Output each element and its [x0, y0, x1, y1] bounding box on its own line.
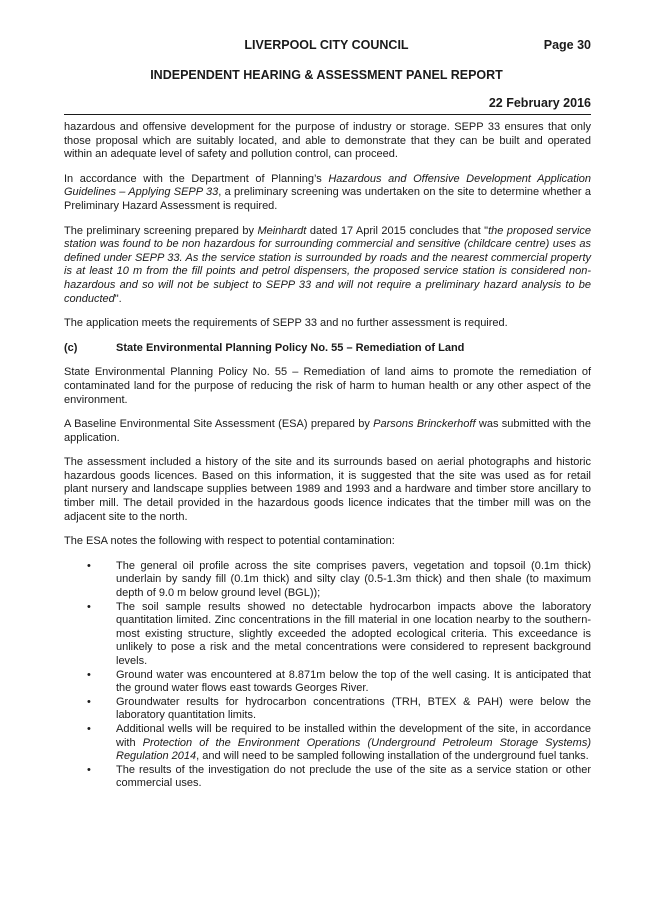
bullet-icon: •	[87, 695, 91, 708]
text-run: Additional wells will be required to be installed within the development of the site, in accordance with	[116, 722, 591, 749]
list-item-text	[116, 723, 591, 764]
text-run: dated 17 April 2015 concludes that "	[306, 224, 489, 237]
regulation-title: Protection of the Environment Operations (Underground Petroleum Storage Systems) Regulation 2014	[116, 736, 591, 763]
bullet-icon: •	[87, 559, 91, 572]
paragraph-site-history: The assessment included a history of the site and its surrounds based on aerial photographs and historic hazardous goods licences. Based on this information, it is suggested that the site was used as for retail plant nursery and landscape supplies between 1989 and 1993 and a hardware and timber store ancillary to timber mill. The detail provided in the hazardous goods licence indicates that the timber mill was on the adjacent site to the north.	[64, 456, 591, 523]
paragraph-sepp33-met: The application meets the requirements of SEPP 33 and no further assessment is required.	[64, 317, 508, 330]
section-heading	[64, 342, 591, 356]
council-name: LIVERPOOL CITY COUNCIL	[244, 38, 409, 52]
text-run: , a preliminary screening was undertaken on the site to determine whether a Preliminary Hazard Assessment is required.	[64, 186, 591, 212]
paragraph-esa-notes: The ESA notes the following with respect to potential contamination:	[64, 535, 395, 548]
text-run: In accordance with the Department of Planning’s	[64, 172, 329, 185]
bullet-icon: •	[87, 600, 91, 613]
bullet-icon: •	[87, 668, 91, 681]
header-divider	[64, 114, 591, 115]
list-item-text: The soil sample results showed no detectable hydrocarbon impacts above the laboratory quantitation limited. Zinc concentrations in the fill material in one location nearby to the southern-most existing structure, slightly exceeded the adopted ecological criteria. This exceedance is unlikely to pose a risk and the metal concentrations were considered to represent background levels.	[116, 600, 591, 667]
text-run: The preliminary screening prepared by	[64, 224, 258, 237]
list-item	[64, 696, 591, 723]
paragraph-sepp55-aim: State Environmental Planning Policy No. 55 – Remediation of land aims to promote the remediation of contaminated land for the purpose of reducing the risk of harm to human health or any other aspect of the environment.	[64, 366, 591, 406]
page-number: Page 30	[543, 38, 591, 52]
list-item-text: The general oil profile across the site comprises pavers, vegetation and topsoil (0.1m thick) underlain by sandy fill (0.1m thick) and silty clay (0.5-1.3m thick) and then shale (to maximum depth of 9.0 m below ground level (BGL));	[116, 559, 591, 600]
paragraph-screening-conclusion	[64, 225, 591, 307]
list-item	[64, 601, 591, 669]
paragraph-sepp33-intro: hazardous and offensive development for the purpose of industry or storage. SEPP 33 ensures that only those proposal which are suitably located, and able to demonstrate that they can be built and operated within an adequate level of safety and pollution control, can proceed.	[64, 121, 591, 161]
list-item	[64, 723, 591, 764]
list-item	[64, 669, 591, 696]
text-run: A Baseline Environmental Site Assessment (ESA) prepared by	[64, 418, 374, 431]
text-run: , and will need to be sampled following installation of the underground fuel tanks.	[196, 750, 589, 763]
text-run: was submitted with the application.	[64, 418, 591, 444]
bullet-icon: •	[87, 722, 91, 735]
report-title: INDEPENDENT HEARING & ASSESSMENT PANEL REPORT	[150, 68, 503, 82]
section-title: State Environmental Planning Policy No. 55 – Remediation of Land	[116, 341, 465, 354]
paragraph-preliminary-screening	[64, 173, 591, 214]
body-content	[64, 121, 591, 791]
text-run: ".	[114, 292, 122, 305]
list-item-text: The results of the investigation do not preclude the use of the site as a service station or other commercial uses.	[116, 763, 591, 790]
paragraph-esa-submitted	[64, 418, 591, 445]
list-item	[64, 764, 591, 791]
list-item	[64, 560, 591, 601]
list-item-text: Groundwater results for hydrocarbon concentrations (TRH, BTEX & PAH) were below the laboratory quantitation limits.	[116, 695, 591, 722]
bullet-icon: •	[87, 763, 91, 776]
consultant-name: Parsons Brinckerhoff	[373, 418, 476, 431]
section-label: (c)	[64, 341, 78, 354]
list-item-text: Ground water was encountered at 8.871m below the top of the well casing. It is anticipated that the ground water flows east towards Georges River.	[116, 668, 591, 695]
contamination-list	[64, 560, 591, 791]
report-date: 22 February 2016	[488, 96, 591, 110]
guideline-title: Hazardous and Offensive Development Application Guidelines – Applying SEPP 33	[64, 172, 591, 199]
quoted-conclusion: the proposed service station was found to be non hazardous for surrounding commercial and sensitive (childcare centre) uses as defined under SEPP 33. As the service station is surrounded by roads and the nearest commercial property is at least 10 m from the fill points and petrol dispensers, the proposed service station is considered non-hazardous and so will not be subject to SEPP 33 and will not require a preliminary hazard analysis to be conducted	[64, 224, 592, 305]
consultant-name: Meinhardt	[257, 224, 307, 237]
